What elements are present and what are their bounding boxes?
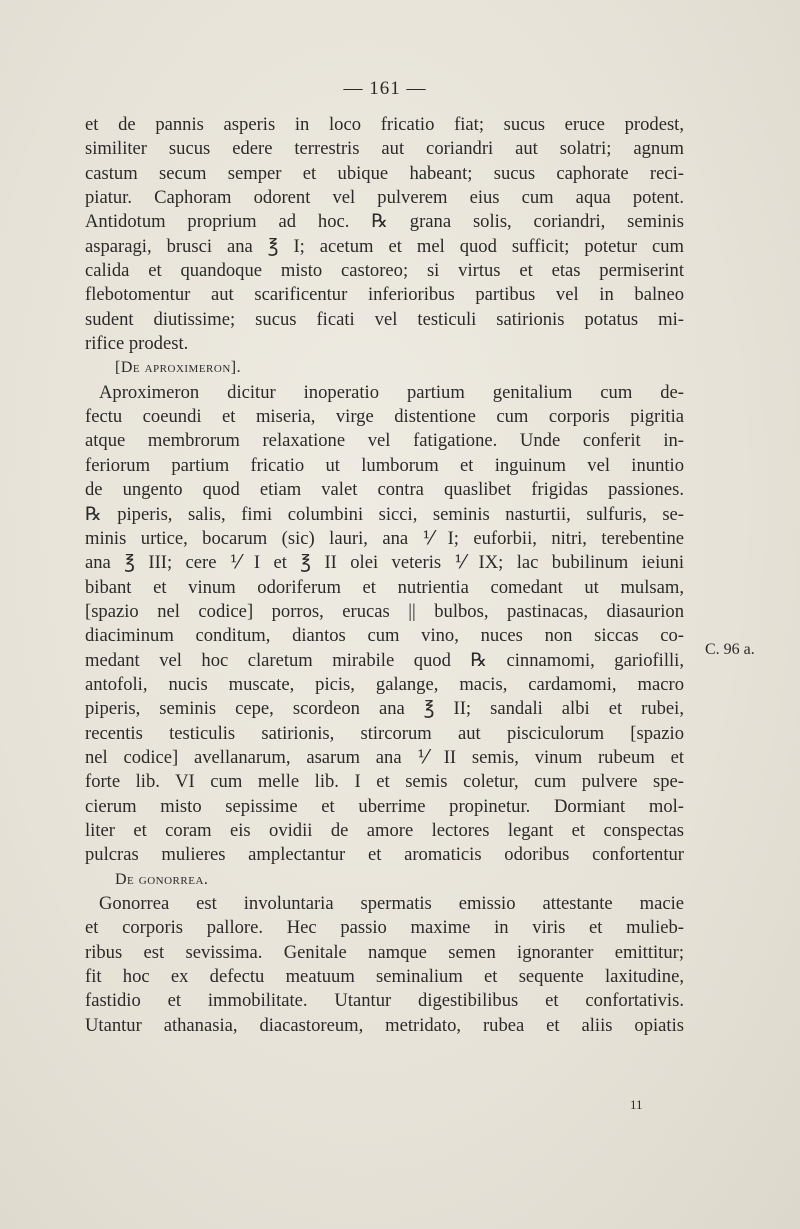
text-line: cierum misto sepissime et uberrime propinetur. Dormiant mol-	[85, 795, 684, 817]
text-line: et corporis pallore. Hec passio maxime in viris et mulieb-	[85, 917, 684, 939]
text-line: liter et coram eis ovidii de amore lectores legant et conspectas	[85, 819, 684, 841]
signature-mark: 11	[630, 1097, 643, 1112]
text-line: de ungento quod etiam valet contra quaslibet frigidas passiones.	[85, 479, 684, 501]
text-line: Antidotum proprium ad hoc. ℞ grana solis, coriandri, seminis	[85, 211, 684, 233]
text-line: forte lib. VI cum melle lib. I et semis coletur, cum pulvere spe-	[85, 771, 684, 793]
text-line: ℞ piperis, salis, fimi columbini sicci, seminis nasturtii, sulfuris, se-	[85, 503, 684, 525]
text-line: et de pannis asperis in loco fricatio fiat; sucus eruce prodest,	[85, 114, 684, 135]
text-line: fit hoc ex defectu meatuum seminalium et sequente laxitudine,	[85, 966, 684, 988]
text-line: similiter sucus edere terrestris aut coriandri aut solatri; agnum	[85, 138, 684, 160]
text-line: flebotomentur aut scarificentur inferioribus partibus vel in balneo	[85, 284, 684, 306]
text-line: antofoli, nucis muscate, picis, galange, macis, cardamomi, macro	[85, 673, 684, 695]
text-line: rifice prodest.	[85, 333, 189, 355]
text-line: calida et quandoque misto castoreo; si virtus et etas permiserint	[85, 260, 684, 282]
text-line: castum secum semper et ubique habeant; sucus caphorate reci-	[85, 162, 684, 184]
text-line: piatur. Caphoram odorent vel pulverem eius cum aqua potent.	[85, 187, 684, 209]
text-line: fastidio et immobilitate. Utantur digestibilibus et confortativis.	[85, 990, 684, 1012]
section-heading-aproximeron: [De aproximeron].	[115, 359, 242, 377]
margin-folio-note: C. 96 a.	[705, 641, 755, 658]
text-line: feriorum partium fricatio ut lumborum et inguinum vel inuntio	[85, 454, 684, 476]
text-line: [spazio nel codice] porros, erucas || bulbos, pastinacas, diasaurion	[85, 600, 684, 622]
text-line: Utantur athanasia, diacastoreum, metridato, rubea et aliis opiatis	[85, 1014, 684, 1036]
text-line: Gonorrea est involuntaria spermatis emissio attestante macie	[99, 893, 684, 914]
text-line: sudent diutissime; sucus ficati vel testiculi satirionis potatus mi-	[85, 308, 684, 330]
text-line: piperis, seminis cepe, scordeon ana ℥ II; sandali albi et rubei,	[85, 698, 684, 720]
text-line: asparagi, brusci ana ℥ I; acetum et mel quod sufficit; potetur cum	[85, 235, 684, 257]
text-line: ribus est sevissima. Genitale namque semen ignoranter emittitur;	[85, 941, 684, 963]
text-body	[85, 113, 684, 1038]
page-number-header: — 161 —	[343, 78, 427, 99]
text-line: fectu coeundi et miseria, virge distentione cum corporis pigritia	[85, 406, 684, 428]
text-line: bibant et vinum odoriferum et nutrientia comedant ut mulsam,	[85, 576, 684, 598]
text-line: medant vel hoc claretum mirabile quod ℞ cinnamomi, gariofilli,	[85, 649, 684, 671]
text-line: recentis testiculis satirionis, stircorum aut pisciculorum [spazio	[85, 722, 684, 744]
text-line: Aproximeron dicitur inoperatio partium genitalium cum de-	[99, 381, 684, 403]
text-line: diaciminum conditum, diantos cum vino, nuces non siccas co-	[85, 625, 684, 647]
text-line: atque membrorum relaxatione vel fatigatione. Unde conferit in-	[85, 430, 684, 452]
text-line: minis urtice, bocarum (sic) lauri, ana ⅟ I; euforbii, nitri, terebentine	[85, 527, 684, 549]
section-heading-gonorrea: De gonorrea.	[115, 870, 209, 888]
text-line: ana ℥ III; cere ⅟ I et ℥ II olei veteris ⅟ IX; lac bubilinum ieiuni	[85, 552, 684, 574]
text-line: nel codice] avellanarum, asarum ana ⅟ II semis, vinum rubeum et	[85, 746, 684, 768]
text-line: pulcras mulieres amplectantur et aromaticis odoribus confortentur	[85, 844, 684, 866]
